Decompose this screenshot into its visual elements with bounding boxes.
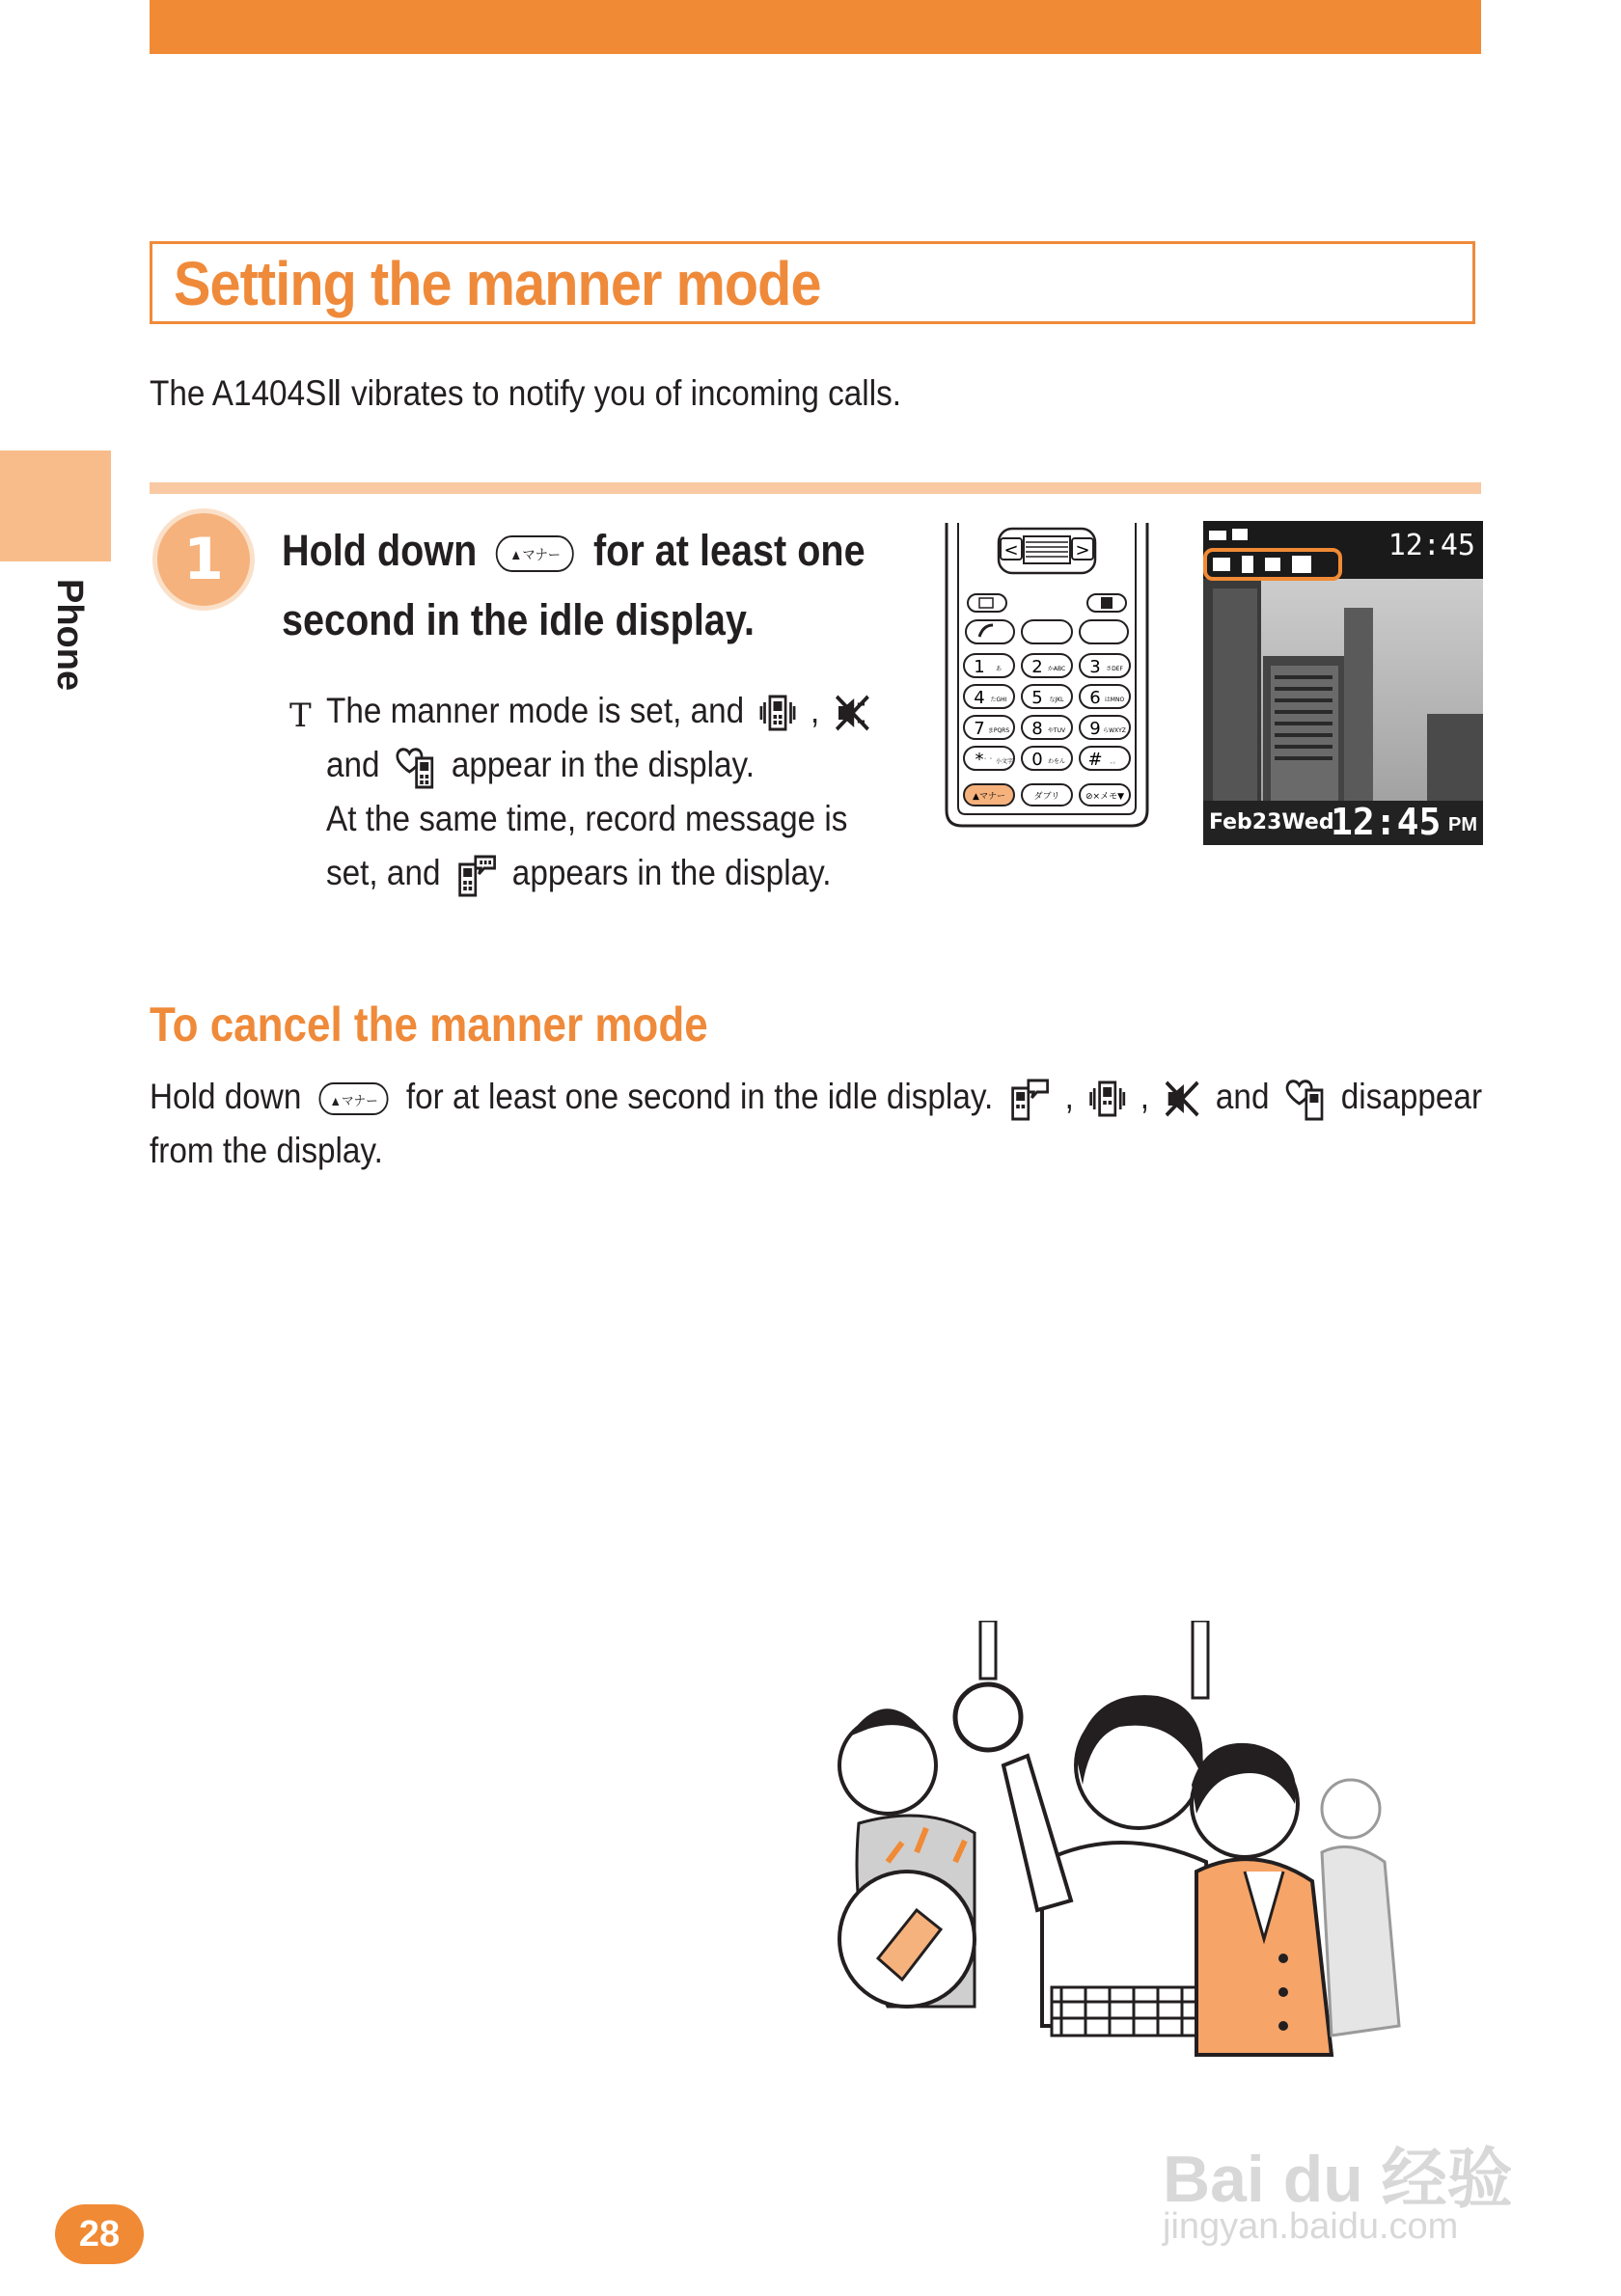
keypad-key-label: 1: [974, 657, 985, 677]
screen-date: Feb23Wed: [1209, 810, 1334, 834]
title-box: [150, 241, 1475, 324]
nav-right-label: >: [1075, 540, 1090, 560]
step-number-badge: [152, 508, 255, 611]
keypad-key-label: 4: [974, 688, 985, 708]
screen-top-time: 12:45: [1387, 529, 1475, 562]
cancel-comma: ,: [1140, 1077, 1149, 1116]
side-tab-label: Phone: [49, 579, 90, 692]
bullet-line-3: At the same time, record message is: [326, 799, 848, 838]
keypad-key-sublabel: はMNO: [1104, 697, 1125, 703]
keypad-key-label: 5: [1031, 688, 1043, 708]
keypad-key-sublabel: らWXYZ: [1103, 727, 1126, 734]
keypad-key-sublabel: わをん: [1047, 758, 1066, 765]
record-message-icon: [1007, 1077, 1051, 1121]
step-number: 1: [183, 526, 224, 593]
keypad-key-label: *: [975, 750, 984, 770]
keypad-key-sublabel: やTUV: [1047, 727, 1066, 734]
keypad-key-sublabel: さDEF: [1106, 666, 1123, 672]
cancel-text: disappear: [1340, 1077, 1483, 1116]
bullet-text: appears in the display.: [511, 853, 832, 892]
manner-key-icon: ▲マナー: [319, 1082, 389, 1115]
keypad-key-label: 2: [1031, 657, 1043, 677]
vibrate-icon: [1087, 1077, 1126, 1121]
cancel-text: and: [1215, 1077, 1270, 1116]
keypad-key-sublabel: たGHI: [990, 697, 1007, 703]
watermark-url: jingyan.baidu.com: [1163, 2206, 1459, 2247]
keypad-key-sublabel: ゛゜小文字: [983, 758, 1014, 765]
page-number: 28: [55, 2204, 144, 2264]
step-text-b: for at least one: [592, 526, 865, 575]
bullet-comma: ,: [810, 691, 820, 730]
keypad-key-label: 3: [1089, 657, 1101, 677]
cancel-line-1: [150, 1077, 1482, 1121]
bullet-text: appear in the display.: [451, 745, 755, 784]
silent-speaker-icon: [1164, 1077, 1202, 1121]
screen-big-time: 12:45: [1331, 801, 1442, 843]
keypad-bottom-key-label: ⊘×メモ▼: [1085, 792, 1125, 802]
step-line-1: [282, 526, 865, 576]
cancel-text: Hold down: [150, 1077, 302, 1116]
keypad-key-sublabel: あ: [995, 666, 1003, 672]
phone-idle-screen: [1203, 521, 1483, 845]
keypad-bottom-key-label: ダブリ: [1033, 792, 1060, 802]
keypad-key-label: 7: [974, 719, 985, 739]
vibrate-icon: [758, 691, 797, 735]
keypad-key-sublabel: かABC: [1047, 666, 1066, 672]
manner-key-icon: ▲マナー: [496, 535, 574, 572]
keypad-key: [964, 654, 1014, 677]
top-bar: [150, 0, 1481, 54]
step-text-a: Hold down: [282, 526, 478, 575]
keypad-key-label: 8: [1031, 719, 1043, 739]
bullet-mark: T: [289, 697, 312, 735]
page-title: Setting the manner mode: [174, 249, 821, 318]
cancel-text: for at least one second in the idle display.: [405, 1077, 994, 1116]
watermark-logo: Bai du 经验: [1163, 2143, 1513, 2216]
bullet-line-1: [326, 691, 877, 735]
phone-keypad-illustration: [941, 521, 1153, 830]
cancel-comma: ,: [1064, 1077, 1074, 1116]
side-tab: [0, 451, 111, 561]
bullet-text: The manner mode is set, and: [326, 691, 745, 730]
idle-wallpaper: [1203, 521, 1483, 845]
record-message-icon: [454, 853, 498, 897]
silent-speaker-icon: [834, 691, 872, 735]
cancel-heading: To cancel the manner mode: [150, 998, 708, 1052]
keypad-key-label: 0: [1031, 750, 1043, 770]
keypad-key-label: 9: [1089, 719, 1101, 739]
screen-ampm: PM: [1448, 814, 1477, 835]
heart-phone-icon: [1283, 1077, 1327, 1121]
heart-phone-icon: [394, 745, 437, 789]
bullet-text: and: [326, 745, 380, 784]
keypad-key-sublabel: 、。: [1110, 758, 1119, 765]
bullet-text: set, and: [326, 853, 441, 892]
keypad-key-label: 6: [1089, 688, 1101, 708]
keypad-bottom-key-label: ▲マナー: [973, 792, 1005, 802]
step-line-2: second in the idle display.: [282, 595, 755, 644]
train-passengers-illustration: [830, 1621, 1428, 2103]
keypad-key-sublabel: まPQRS: [987, 727, 1010, 734]
nav-left-label: <: [1003, 540, 1019, 560]
bullet-line-4: [326, 853, 832, 897]
intro-text: The A1404SⅡ vibrates to notify you of incoming calls.: [150, 373, 902, 413]
cancel-line-2: from the display.: [150, 1131, 383, 1170]
keypad-key-label: #: [1087, 750, 1103, 770]
keypad-key-sublabel: なJKL: [1049, 697, 1064, 703]
keypad-key: [1022, 685, 1072, 708]
bullet-line-2: [326, 745, 755, 789]
section-divider: [150, 482, 1481, 494]
